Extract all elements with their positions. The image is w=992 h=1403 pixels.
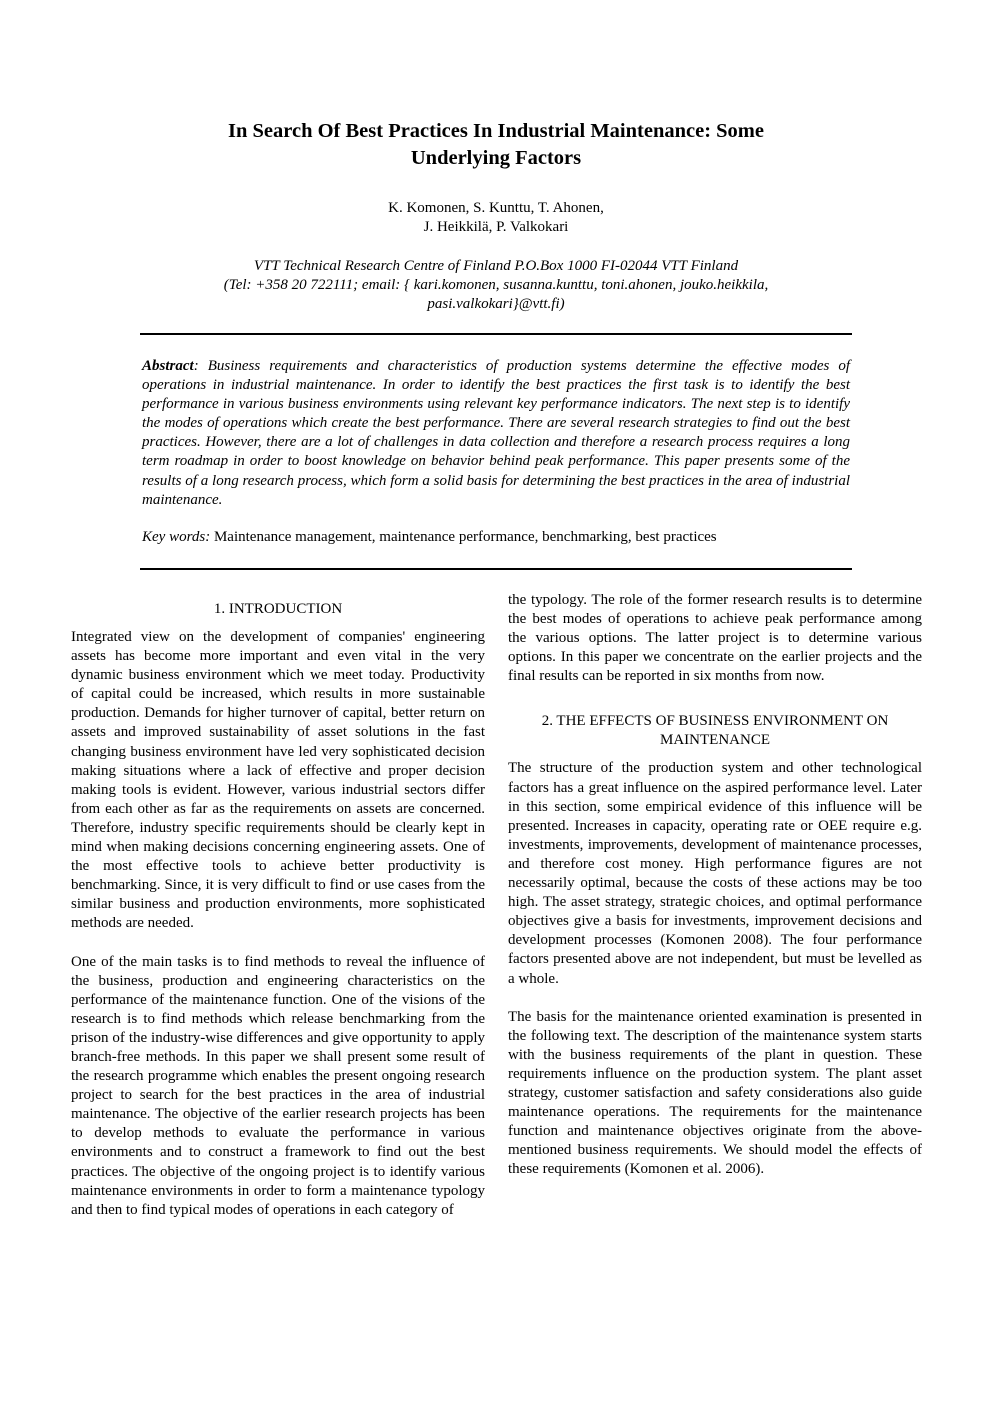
title-line-2: Underlying Factors [410, 147, 582, 169]
section-2-heading-line-1: 2. THE EFFECTS OF BUSINESS ENVIRONMENT ON [541, 713, 889, 730]
abstract [142, 357, 850, 510]
section-2-paragraph-1: The structure of the production system and other technological factors has a great influence on the aspired performance level. Later in this section, some empirical evidence of this influence will be presented. Increases in capacity, operating rate or OEE require e.g. investments, improvements, development of maintenance processes, and therefore cost money. High performance figures are not necessarily optimal, because the costs of these actions may be too high. The asset strategy, strategic choices, and optimal performance objectives give a basis for investments, improvement decisions and development processes (Komonen 2008). The four performance factors presented above are not independent, but must be levelled as a whole. [508, 760, 922, 987]
affiliation [140, 257, 852, 314]
section-1-heading: 1. INTRODUCTION [213, 601, 343, 617]
paper-title [140, 118, 852, 172]
abstract-label: Abstract [142, 358, 194, 374]
section-1-paragraph-continued: the typology. The role of the former research results is to determine the best modes of operations to achieve peak performance among the various options. The latter project is to determine various options. In this paper we concentrate on the earlier projects and the final results can be reported in six months from now. [508, 592, 922, 685]
title-line-1: In Search Of Best Practices In Industrial Maintenance: Some [227, 120, 764, 142]
top-divider [140, 333, 852, 335]
keywords-text: Maintenance management, maintenance performance, benchmarking, best practices [210, 529, 717, 545]
keywords-label: Key words: [142, 529, 211, 545]
affiliation-line-1: VTT Technical Research Centre of Finland P.O.Box 1000 FI-02044 VTT Finland [253, 258, 739, 274]
section-2-heading-line-2: MAINTENANCE [660, 732, 770, 749]
authors-line-2: J. Heikkilä, P. Valkokari [423, 219, 569, 235]
section-2-paragraph-2: The basis for the maintenance oriented examination is presented in the following text. The description of the maintenance system starts with the business requirements of the plant in question. These requirements influence on the production system. The plant asset strategy, customer satisfaction and safety considerations also guide maintenance operations. The requirements for the maintenance function and maintenance objectives originate from the above-mentioned business requirements. We should model the effects of these requirements (Komonen et al. 2006). [508, 1008, 922, 1178]
authors-line-1: K. Komonen, S. Kunttu, T. Ahonen, [388, 200, 604, 216]
keywords [142, 528, 850, 547]
bottom-divider [140, 568, 852, 570]
section-1-paragraph-1: Integrated view on the development of companies' engineering assets has become more important and even vital in the very dynamic business environment which we meet today. Productivity of capital could be increased, which results in more sustainable production. Demands for higher turnover of capital, better return on assets and improved sustainability of asset solutions in the fast changing business environment have led very sophisticated decision making situations where a lack of effective and proper decision making tools is evident. However, various industrial sectors differ from each other as far as the requirements on assets are concerned. Therefore, industry specific requirements should be clearly kept in mind when making decisions concerning engineering assets. One of the most effective tools to achieve better productivity is benchmarking. Since, it is very difficult to find or use cases from the similar business and production environments, more sophisticated methods are needed. [71, 629, 485, 932]
left-column [71, 600, 485, 1239]
affiliation-line-2: (Tel: +358 20 722111; email: { kari.komonen, susanna.kunttu, toni.ahonen, jouko.heikkila, [223, 277, 769, 293]
section-1-paragraph-2: One of the main tasks is to find methods to reveal the influence of the business, production and engineering characteristics on the performance of the maintenance function. One of the visions of the research is to find methods which release benchmarking from the prison of the industry-wise differences and give opportunity to apply branch-free methods. In this paper we shall present some result of the research programme which enables the present ongoing research project to search for the best practices in the area of industrial maintenance. The objective of the earlier research projects has been to develop methods to evaluate the performance in various environments and to construct a framework to find out the best practices. The objective of the ongoing project is to identify various maintenance environments in order to form a maintenance typology and then to find typical modes of operations in each category of [71, 953, 485, 1218]
abstract-text: : Business requirements and characteristics of production systems determine the effective modes of operations in industrial maintenance. In order to identify the best practices the first task is to identify the best performance in various business environments using relevant key performance indicators. The next step is to identify the modes of operations which create the best performance. There are several research strategies to find out the best practices. However, there are a lot of challenges in data collection and therefore a research process requires a long term roadmap in order to boost knowledge on behavior behind peak performance. This paper presents some of the results of a long research process, which form a solid basis for determining the best practices in the area of industrial maintenance. [142, 358, 850, 508]
right-column [508, 591, 922, 1198]
section-2-heading [508, 712, 922, 750]
author-list [140, 199, 852, 237]
affiliation-line-3: pasi.valkokari}@vtt.fi) [427, 296, 565, 312]
